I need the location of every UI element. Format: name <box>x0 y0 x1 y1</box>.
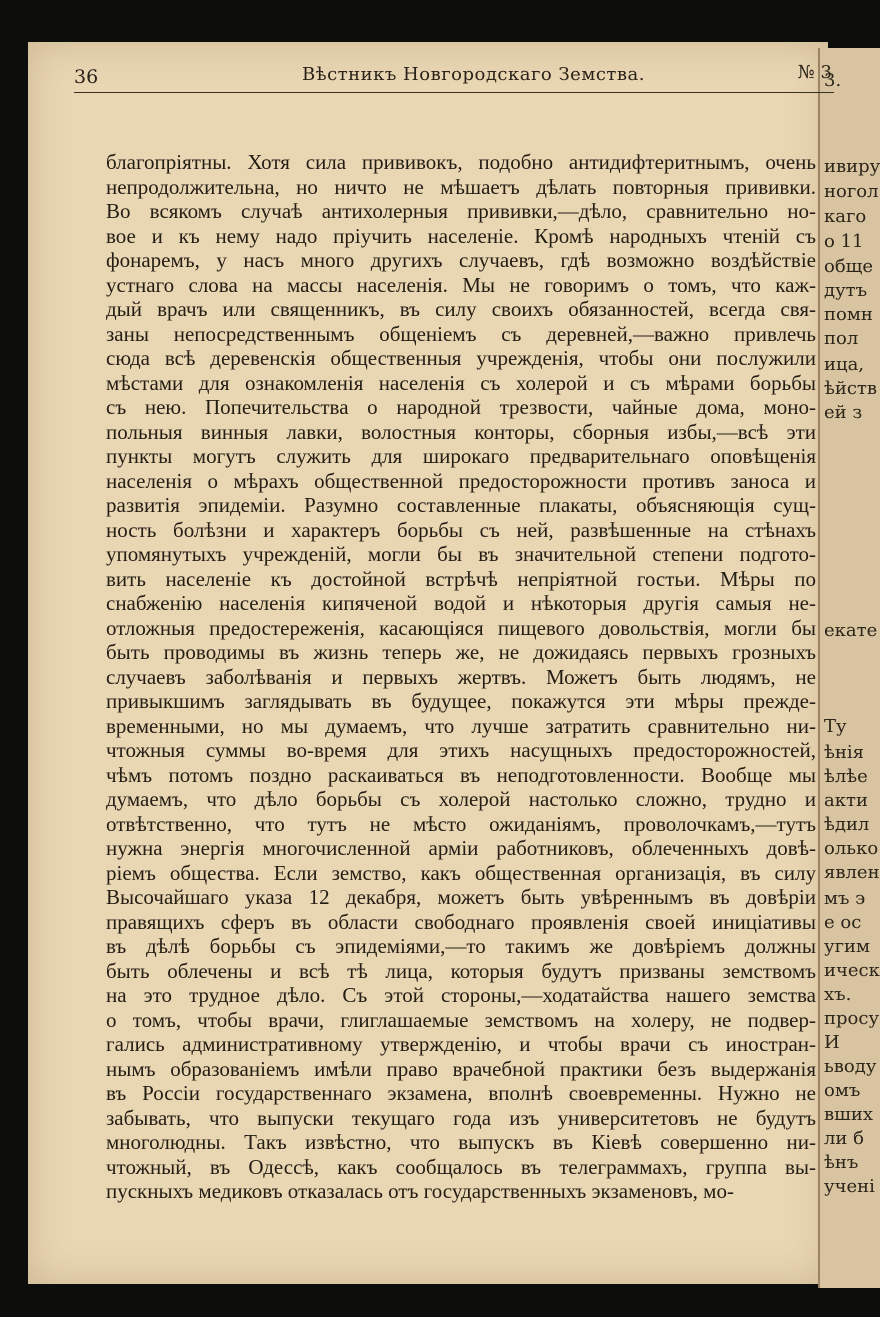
text-line: мѣстами для ознакомленія населенія съ холерой и съ мѣрами борьбы <box>106 370 816 395</box>
text-line: польныя винныя лавки, волостныя конторы, сборныя избы,—всѣ эти <box>106 419 816 444</box>
text-line: вить населеніе къ достойной встрѣчѣ непріятной гостьи. Мѣры по <box>106 566 816 591</box>
text-line: непродолжительна, но ничто не мѣшаетъ дѣлать повторныя прививки. <box>106 174 816 199</box>
adjacent-page-fragment: угим <box>824 936 871 957</box>
adjacent-page-fragment: помн <box>824 304 873 325</box>
text-line: думаемъ, что дѣло борьбы съ холерой настолько сложно, трудно и <box>106 787 816 811</box>
adjacent-page-fragment: омъ <box>824 1080 861 1101</box>
text-line: вое и къ нему надо пріучить населеніе. Кромѣ народныхъ чтеній съ <box>106 223 816 248</box>
text-line: забывать, что выпуски текущаго года изъ университетовъ не будутъ <box>106 1105 816 1130</box>
adjacent-page-fragment: ьводу <box>824 1056 877 1077</box>
adjacent-page-fragment: вших <box>824 1104 874 1125</box>
adjacent-page-fragment: 3. <box>824 70 842 91</box>
text-line: отложныя предостереженія, касающіяся пищевого довольствія, могли бы <box>106 615 816 640</box>
text-line: временными, но мы думаемъ, что лучше затратить сравнительно ни- <box>106 713 816 738</box>
adjacent-page-fragment: хъ. <box>824 984 852 1005</box>
text-line: нужна энергія многочисленной арміи работниковъ, облеченныхъ довѣ- <box>106 836 816 860</box>
adjacent-page-fragment: просу <box>824 1008 880 1029</box>
text-line: въ Россіи государственнаго экзамена, вполнѣ своевременны. Нужно не <box>106 1081 816 1105</box>
adjacent-page-fragment: обще <box>824 256 874 277</box>
text-line: снабженію населенія кипяченой водой и нѣкоторыя другія самыя не- <box>106 591 816 615</box>
text-line: сюда всѣ деревенскія общественныя учрежденія, чтобы они послужили <box>106 346 816 370</box>
adjacent-page-fragment: ѣдил <box>824 814 870 835</box>
text-line: многолюдны. Такъ извѣстно, что выпускъ въ Кіевѣ совершенно ни- <box>106 1130 816 1154</box>
text-line: Во всякомъ случаѣ антихолерныя прививки,—дѣло, сравнительно но- <box>106 199 816 223</box>
text-line: ность болѣзни и характеръ борьбы съ ней, развѣшенные на стѣнахъ <box>106 517 816 542</box>
adjacent-page-fragment: акти <box>824 790 868 811</box>
adjacent-page-fragment: ическ <box>824 960 880 981</box>
adjacent-page-fragment: каго <box>824 206 867 227</box>
adjacent-page-fragment: мъ э <box>824 888 866 909</box>
text-line: случаевъ заболѣванія и первыхъ жертвъ. Можетъ быть людямъ, не <box>106 664 816 689</box>
adjacent-page-fragment: екате <box>824 620 878 641</box>
text-line: въ дѣлѣ борьбы съ эпидеміями,—то такимъ же довѣріемъ должны <box>106 934 816 958</box>
text-line: населенія о мѣрахъ общественной предосторожности противъ заноса и <box>106 468 816 493</box>
text-line: Высочайшаго указа 12 декабря, можетъ быть увѣреннымъ въ довѣріи <box>106 885 816 909</box>
text-line: чтожныя суммы во-время для этихъ насущныхъ предосторожностей, <box>106 738 816 762</box>
page-number: 36 <box>74 66 99 88</box>
adjacent-page-fragment: ѣлѣе <box>824 766 868 787</box>
text-line: съ нею. Попечительства о народной трезвости, чайные дома, моно- <box>106 395 816 419</box>
adjacent-page-edge <box>818 48 880 1288</box>
adjacent-page-fragment: пол <box>824 328 859 349</box>
text-line: заны непосредственнымъ общеніемъ съ деревней,—важно привлечь <box>106 321 816 346</box>
adjacent-page-fragment: ица, <box>824 354 865 375</box>
text-line: на это трудное дѣло. Съ этой стороны,—ходатайства нашего земства <box>106 983 816 1007</box>
text-line: нымъ образованіемъ имѣли право врачебной практики безъ выдержанія <box>106 1056 816 1081</box>
text-line: благопріятны. Хотя сила прививокъ, подобно антидифтеритнымъ, очень <box>106 150 816 174</box>
adjacent-page-fragment: И <box>824 1032 840 1053</box>
adjacent-page-fragment: ѣйств <box>824 378 878 399</box>
text-line: гались административному утвержденію, и чтобы врачи съ иностран- <box>106 1032 816 1056</box>
adjacent-page-fragment: ивиру <box>824 156 880 177</box>
adjacent-page-fragment: ей з <box>824 402 863 423</box>
adjacent-page-fragment: олько <box>824 838 879 859</box>
adjacent-page-fragment: о 11 <box>824 231 864 252</box>
adjacent-page-fragment: явлен <box>824 862 880 883</box>
adjacent-page-fragment: Ту <box>824 716 847 737</box>
adjacent-page-fragment: ѣнія <box>824 742 864 763</box>
text-line: о томъ, чтобы врачи, глиглашаемые земствомъ на холеру, не подвер- <box>106 1007 816 1032</box>
text-line: быть проводимы въ жизнь теперь же, не дожидаясь первыхъ грозныхъ <box>106 640 816 664</box>
text-line: устнаго слова на массы населенія. Мы не говоримъ о томъ, что каж- <box>106 272 816 297</box>
text-line: пункты могутъ служить для широкаго предварительнаго оповѣщенія <box>106 444 816 468</box>
adjacent-page-fragment: учені <box>824 1176 875 1197</box>
running-header <box>74 62 834 93</box>
text-line: развитія эпидеміи. Разумно составленные плакаты, объясняющія сущ- <box>106 493 816 517</box>
text-line: дый врачъ или священникъ, въ силу своихъ обязанностей, всегда свя- <box>106 297 816 321</box>
text-line: пускныхъ медиковъ отказалась отъ государственныхъ экзаменовъ, мо- <box>106 1179 734 1203</box>
text-line: быть облечены и всѣ тѣ лица, которыя будутъ призваны земствомъ <box>106 958 816 983</box>
text-line: упомянутыхъ учрежденій, могли бы въ значительной степени подгото- <box>106 542 816 566</box>
text-line: правящихъ сферъ въ области свободнаго проявленія своей иниціативы <box>106 909 816 934</box>
text-line: отвѣтственно, что тутъ не мѣсто ожиданіямъ, проволочкамъ,—тутъ <box>106 811 816 836</box>
text-line: чтожный, въ Одессѣ, какъ сообщалось въ телеграммахъ, группа вы- <box>106 1154 816 1179</box>
adjacent-page-fragment: ѣнъ <box>824 1152 859 1173</box>
journal-title: Вѣстникъ Новгородскаго Земства. <box>302 64 645 85</box>
issue-number: № 3 <box>797 62 832 83</box>
adjacent-page-fragment: дутъ <box>824 280 868 301</box>
adjacent-page-fragment: е ос <box>824 912 862 933</box>
adjacent-page-fragment: ли б <box>824 1128 864 1149</box>
text-line: ріемъ общества. Если земство, какъ общественная организація, въ силу <box>106 860 816 885</box>
text-line: фонаремъ, у насъ много другихъ случаевъ, гдѣ возможно воздѣйствіе <box>106 248 816 272</box>
text-line: привыкшимъ заглядывать въ будущее, покажутся эти мѣры преждe- <box>106 689 816 713</box>
text-line: чѣмъ потомъ поздно раскаиваться въ неподготовленности. Вообще мы <box>106 762 816 787</box>
article-body <box>106 150 816 1204</box>
adjacent-page-fragment: ногол <box>824 181 879 202</box>
